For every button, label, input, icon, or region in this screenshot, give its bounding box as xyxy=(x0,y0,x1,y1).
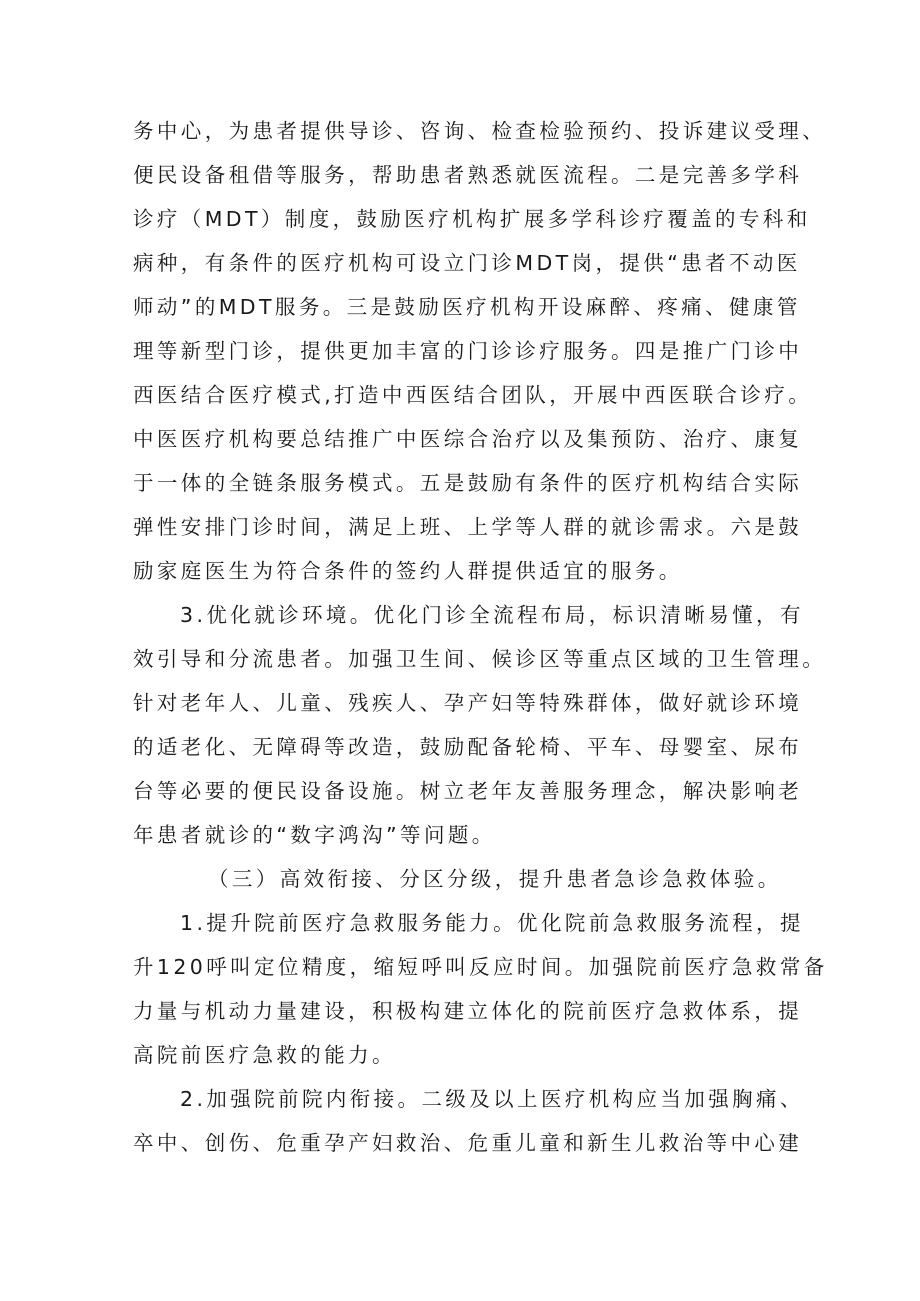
text-line: 励家庭医生为符合条件的签约人群提供适宜的服务。 xyxy=(133,559,683,583)
text-line: 理等新型门诊，提供更加丰富的门诊诊疗服务。四是推广门诊中 xyxy=(133,339,803,363)
text-line: 中医医疗机构要总结推广中医综合治疗以及集预防、治疗、康复 xyxy=(133,427,803,451)
text-line: 师动”的MDT服务。三是鼓励医疗机构开设麻醉、疼痛、健康管 xyxy=(133,295,801,319)
text-line: 卒中、创伤、危重孕产妇救治、危重儿童和新生儿救治等中心建 xyxy=(133,1131,803,1155)
text-line: 台等必要的便民设备设施。树立老年友善服务理念，解决影响老 xyxy=(133,779,803,803)
text-line: 针对老年人、儿童、残疾人、孕产妇等特殊群体，做好就诊环境 xyxy=(133,691,803,715)
text-line: 年患者就诊的“数字鸿沟”等问题。 xyxy=(133,823,496,847)
text-line: 3.优化就诊环境。优化门诊全流程布局，标识清晰易懂，有 xyxy=(180,603,804,627)
text-line: 西医结合医疗模式,打造中西医结合团队，开展中西医联合诊疗。 xyxy=(133,383,813,407)
text-line: 便民设备租借等服务，帮助患者熟悉就医流程。二是完善多学科 xyxy=(133,163,803,187)
text-line: 高院前医疗急救的能力。 xyxy=(133,1043,396,1067)
text-line: 2.加强院前院内衔接。二级及以上医疗机构应当加强胸痛、 xyxy=(180,1087,804,1111)
text-line: 力量与机动力量建设，积极构建立体化的院前医疗急救体系，提 xyxy=(133,999,803,1023)
text-line: 1.提升院前医疗急救服务能力。优化院前急救服务流程，提 xyxy=(180,911,804,935)
text-line: 病种，有条件的医疗机构可设立门诊MDT岗，提供“患者不动医 xyxy=(133,251,801,275)
text-line: 诊疗（MDT）制度，鼓励医疗机构扩展多学科诊疗覆盖的专科和 xyxy=(133,207,811,231)
text-line: 的适老化、无障碍等改造，鼓励配备轮椅、平车、母婴室、尿布 xyxy=(133,735,803,759)
heading-line: （三）高效衔接、分区分级，提升患者急诊急救体验。 xyxy=(208,867,782,891)
text-line: 弹性安排门诊时间，满足上班、上学等人群的就诊需求。六是鼓 xyxy=(133,515,803,539)
text-line: 务中心，为患者提供导诊、咨询、检查检验预约、投诉建议受理、 xyxy=(133,119,827,143)
text-line: 升120呼叫定位精度，缩短呼叫反应时间。加强院前医疗急救常备 xyxy=(133,955,828,979)
text-line: 于一体的全链条服务模式。五是鼓励有条件的医疗机构结合实际 xyxy=(133,471,803,495)
text-line: 效引导和分流患者。加强卫生间、候诊区等重点区域的卫生管理。 xyxy=(133,647,827,671)
